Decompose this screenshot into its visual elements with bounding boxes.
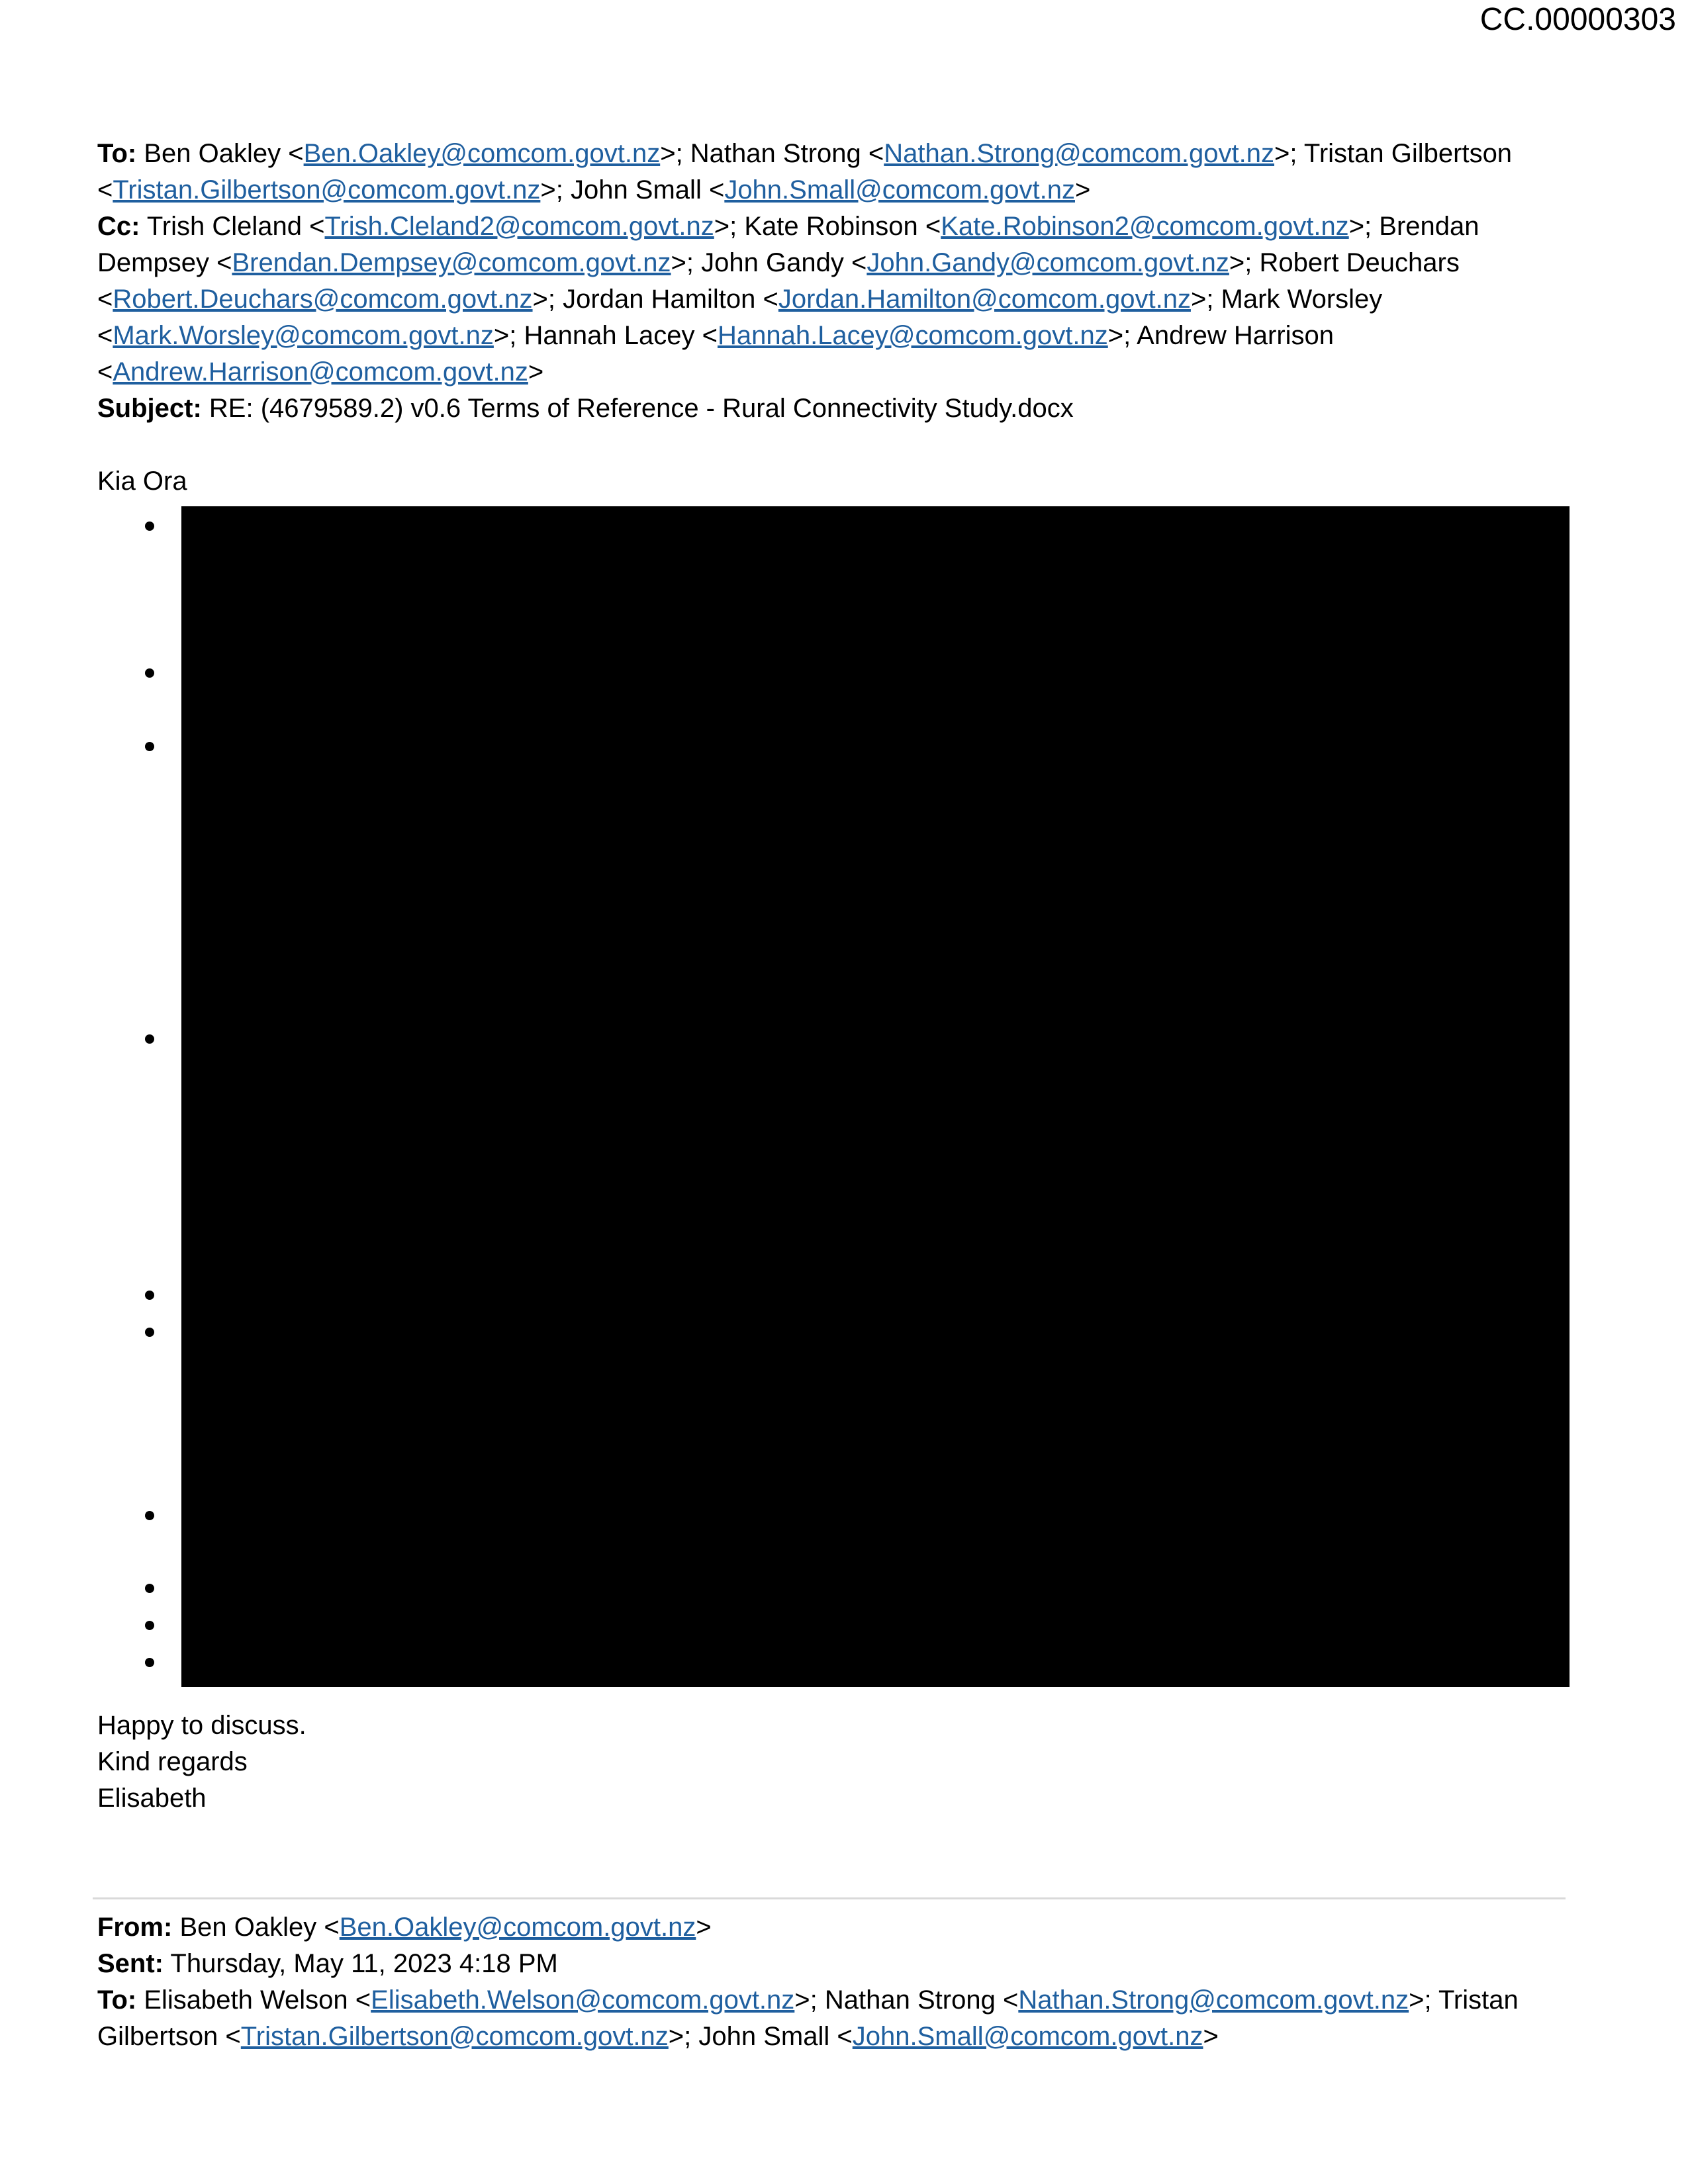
- recipient-name: John Small: [570, 175, 702, 205]
- recipient-email-link[interactable]: John.Small@comcom.govt.nz: [852, 2022, 1203, 2051]
- cc-name: Jordan Hamilton: [563, 285, 756, 314]
- list-bullet: [145, 668, 154, 678]
- previous-message-header: [97, 1909, 1580, 2055]
- cc-name: Kate Robinson: [744, 212, 918, 241]
- cc-email-link[interactable]: Trish.Cleland2@comcom.govt.nz: [324, 212, 714, 241]
- list-bullet: [145, 1328, 154, 1337]
- recipient-email-link[interactable]: Nathan.Strong@comcom.govt.nz: [884, 139, 1274, 168]
- subject-text: RE: (4679589.2) v0.6 Terms of Reference - Rural Connectivity Study.docx: [209, 394, 1074, 423]
- document-id: CC.00000303: [1479, 2, 1676, 37]
- signature: Elisabeth: [97, 1784, 207, 1813]
- to-line: To: Elisabeth Welson <Elisabeth.Welson@comcom.govt.nz>; Nathan Strong <Nathan.Strong@comcom.govt.nz>; Tristan Gilbertson <Tristan.Gilbertson@comcom.govt.nz>; John Small <John.Small@comcom.govt.nz>: [97, 1985, 1519, 2051]
- list-bullet: [145, 522, 154, 531]
- sent-label: Sent:: [97, 1949, 164, 1978]
- recipient-email-link[interactable]: Nathan.Strong@comcom.govt.nz: [1018, 1985, 1409, 2015]
- list-bullet: [145, 742, 154, 751]
- recipient-email-link[interactable]: Tristan.Gilbertson@comcom.govt.nz: [240, 2022, 669, 2051]
- cc-email-link[interactable]: Brendan.Dempsey@comcom.govt.nz: [232, 248, 671, 277]
- sent-line: [97, 1946, 1580, 1982]
- recipient-name: Tristan Gilbertson: [1303, 139, 1513, 168]
- recipient-email-link[interactable]: Tristan.Gilbertson@comcom.govt.nz: [113, 175, 541, 205]
- recipient-name: John Small: [698, 2022, 830, 2051]
- recipient-name: Nathan Strong: [690, 139, 861, 168]
- redacted-bullet-list: [97, 500, 1580, 1707]
- cc-line: Cc: Trish Cleland <Trish.Cleland2@comcom.govt.nz>; Kate Robinson <Kate.Robinson2@comcom.govt.nz>; Brendan Dempsey <Brendan.Dempsey@comcom.govt.nz>; John Gandy <John.Gandy@comcom.govt.nz>; Robert Deuchars <Robert.Deuchars@comcom.govt.nz>; Jordan Hamilton <Jordan.Hamilton@comcom.govt.nz>; Mark Worsley <Mark.Worsley@comcom.govt.nz>; Hannah Lacey <Hannah.Lacey@comcom.govt.nz>; Andrew Harrison <Andrew.Harrison@comcom.govt.nz>: [97, 212, 1479, 387]
- signoff: [97, 1707, 1580, 1817]
- subject-line: [97, 390, 1580, 427]
- recipient-name: Elisabeth Welson: [144, 1985, 348, 2015]
- list-bullet: [145, 1511, 154, 1520]
- cc-name: Mark Worsley: [1221, 285, 1383, 314]
- from-label: From:: [97, 1913, 173, 1942]
- cc-email-link[interactable]: Mark.Worsley@comcom.govt.nz: [113, 321, 494, 350]
- recipient-name: Nathan Strong: [824, 1985, 996, 2015]
- list-bullet: [145, 1658, 154, 1667]
- to-line: To: Ben Oakley <Ben.Oakley@comcom.govt.nz>; Nathan Strong <Nathan.Strong@comcom.govt.nz>; Tristan Gilbertson <Tristan.Gilbertson@comcom.govt.nz>; John Small <John.Small@comcom.govt.nz>: [97, 139, 1513, 205]
- cc-name: Brendan Dempsey: [97, 212, 1479, 277]
- list-bullet: [145, 1584, 154, 1593]
- recipient-email-link[interactable]: Ben.Oakley@comcom.govt.nz: [303, 139, 661, 168]
- recipient-email-link[interactable]: Elisabeth.Welson@comcom.govt.nz: [371, 1985, 795, 2015]
- cc-name: Robert Deuchars: [1259, 248, 1460, 277]
- cc-email-link[interactable]: Hannah.Lacey@comcom.govt.nz: [717, 321, 1108, 350]
- cc-email-link[interactable]: John.Gandy@comcom.govt.nz: [867, 248, 1229, 277]
- list-bullet: [145, 1621, 154, 1630]
- reply-header: [97, 136, 1580, 427]
- cc-email-link[interactable]: Andrew.Harrison@comcom.govt.nz: [113, 357, 528, 387]
- recipient-name: Ben Oakley: [144, 139, 281, 168]
- cc-name: Andrew Harrison: [1137, 321, 1335, 350]
- cc-name: Trish Cleland: [146, 212, 303, 241]
- greeting: Kia Ora: [97, 467, 187, 496]
- list-bullet: [145, 1034, 154, 1044]
- redaction-block: [181, 506, 1570, 1687]
- sender-name: Ben Oakley: [179, 1913, 317, 1942]
- closing-line: Kind regards: [97, 1747, 248, 1776]
- email-reply: [97, 136, 1580, 1817]
- sent-date: Thursday, May 11, 2023 4:18 PM: [170, 1949, 558, 1978]
- cc-label: Cc:: [97, 212, 140, 241]
- from-line: From: Ben Oakley <Ben.Oakley@comcom.govt.nz>: [97, 1913, 712, 1942]
- cc-email-link[interactable]: Kate.Robinson2@comcom.govt.nz: [941, 212, 1349, 241]
- list-bullet: [145, 1291, 154, 1300]
- recipient-name: Tristan Gilbertson: [97, 1985, 1519, 2051]
- to-label: To:: [97, 139, 137, 168]
- cc-email-link[interactable]: Jordan.Hamilton@comcom.govt.nz: [778, 285, 1191, 314]
- cc-email-link[interactable]: Robert.Deuchars@comcom.govt.nz: [113, 285, 533, 314]
- to-label: To:: [97, 1985, 137, 2015]
- sender-email-link[interactable]: Ben.Oakley@comcom.govt.nz: [339, 1913, 696, 1942]
- subject-label: Subject:: [97, 394, 202, 423]
- closing-line: Happy to discuss.: [97, 1711, 306, 1740]
- cc-name: John Gandy: [701, 248, 844, 277]
- recipient-email-link[interactable]: John.Small@comcom.govt.nz: [724, 175, 1075, 205]
- message-separator: [93, 1897, 1566, 1899]
- cc-name: Hannah Lacey: [524, 321, 695, 350]
